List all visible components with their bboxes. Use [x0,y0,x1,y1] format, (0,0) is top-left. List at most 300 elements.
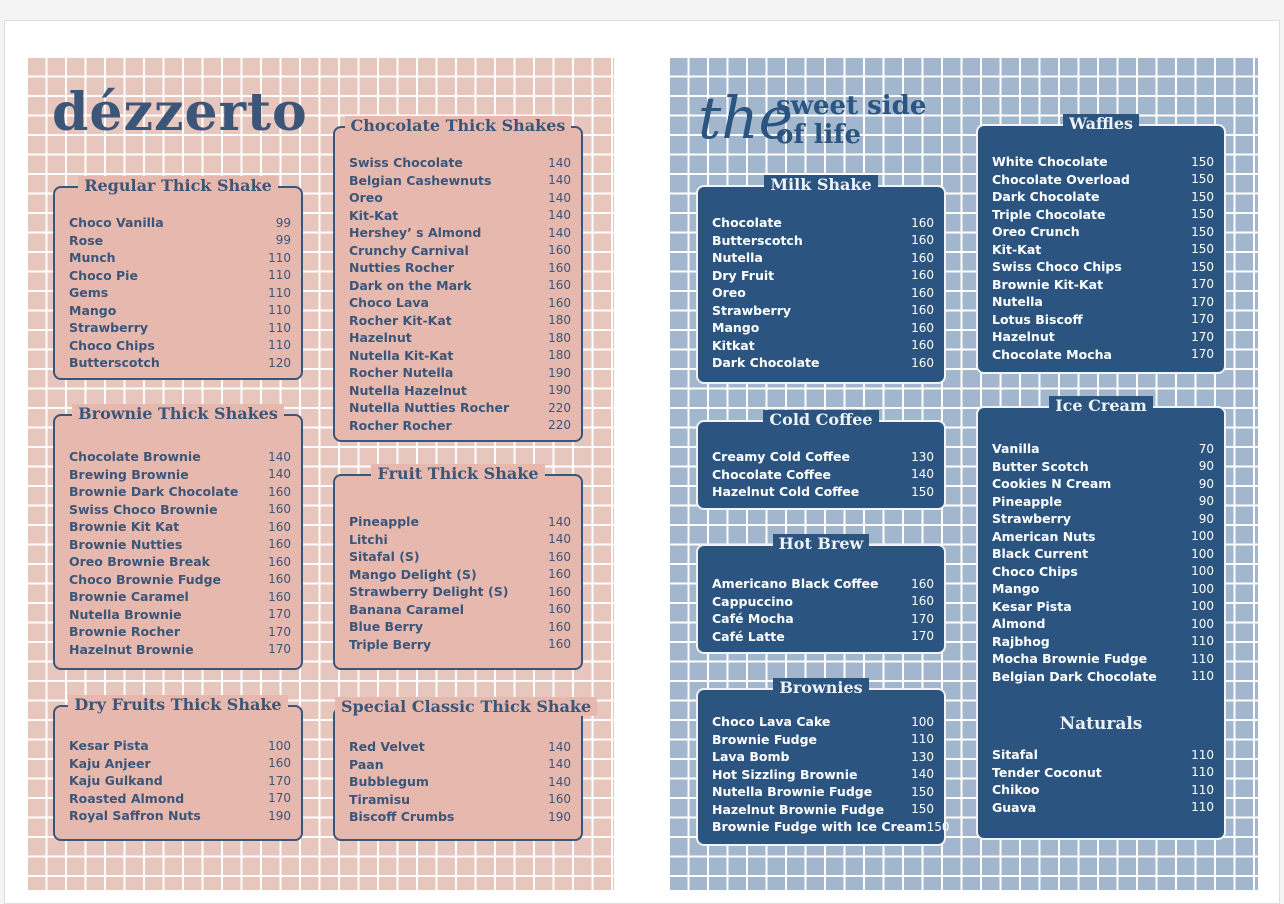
menu-item-price: 150 [1191,224,1214,239]
menu-item-price: 110 [268,268,291,283]
menu-item [69,571,291,589]
menu-item-name: Rose [69,232,104,248]
menu-item [69,448,291,466]
menu-item-price: 160 [911,320,934,335]
section-title: Brownie Thick Shakes [72,404,284,423]
menu-item-name: Nutella Kit-Kat [349,347,454,363]
menu-item [349,172,571,190]
menu-item-price: 140 [548,173,571,188]
menu-item-name: Kaju Gulkand [69,773,163,789]
section-regular-thick-shake [53,176,303,380]
menu-item-price: 110 [1191,669,1214,684]
section-ice-cream [976,396,1226,840]
menu-item-name: Nutella [712,250,763,266]
menu-item-price: 160 [911,576,934,591]
menu-item [992,545,1214,563]
menu-item-price: 160 [911,285,934,300]
menu-item [992,188,1214,206]
menu-item-name: Hershey’ s Almond [349,225,482,241]
menu-item-price: 160 [548,584,571,599]
menu-item-price: 160 [548,567,571,582]
menu-item-name: Rocher Kit-Kat [349,312,452,328]
menu-item [992,650,1214,668]
menu-item-price: 110 [268,320,291,335]
menu-item [349,189,571,207]
menu-item-price: 160 [268,756,291,771]
menu-item-name: Nutella [992,294,1043,310]
menu-item-name: Vanilla [992,441,1040,457]
menu-item-name: Butterscotch [69,355,160,371]
menu-item [69,302,291,320]
menu-item [712,575,934,593]
menu-item-price: 160 [911,355,934,370]
menu-item [349,294,571,312]
menu-item-name: Chocolate [712,215,782,231]
section-title: Cold Coffee [763,410,878,429]
menu-item [712,249,934,267]
tagline-the: the [698,84,793,152]
menu-item-name: Pineapple [992,493,1062,509]
menu-item-price: 110 [911,732,934,747]
menu-item [712,801,934,819]
menu-item [992,223,1214,241]
menu-item-name: Mango [992,581,1040,597]
item-list [69,448,291,658]
menu-item [349,773,571,791]
menu-item-price: 160 [548,260,571,275]
menu-item-name: Brownie Rocher [69,624,181,640]
menu-item [992,799,1214,817]
menu-item [992,475,1214,493]
menu-item [712,766,934,784]
menu-item-price: 180 [548,313,571,328]
menu-item-price: 140 [548,774,571,789]
menu-item [992,764,1214,782]
menu-item-price: 170 [268,791,291,806]
menu-item [712,731,934,749]
section-title: Regular Thick Shake [78,176,278,195]
menu-item [712,818,950,836]
menu-item [349,618,571,636]
menu-item-name: Kaju Anjeer [69,755,151,771]
menu-item-name: Brownie Kit-Kat [992,276,1104,292]
menu-item [349,154,571,172]
menu-item-price: 140 [548,190,571,205]
menu-item-price: 160 [911,338,934,353]
menu-item-price: 90 [1198,476,1214,491]
menu-item-name: Paan [349,756,384,772]
menu-item-name: Oreo Brownie Break [69,554,210,570]
menu-item-name: Nutella Hazelnut [349,382,467,398]
menu-item [992,668,1214,686]
menu-item-name: Brownie Fudge [712,731,818,747]
menu-item [712,337,934,355]
brand-logo-text: dézzerto [52,82,308,143]
menu-item-price: 160 [268,519,291,534]
menu-item [349,601,571,619]
item-list-naturals [992,746,1214,816]
menu-item-name: Belgian Dark Chocolate [992,668,1157,684]
menu-page-sweet-side [668,56,1258,890]
menu-item-name: American Nuts [992,528,1096,544]
menu-item-price: 100 [1191,599,1214,614]
menu-item [349,242,571,260]
menu-item-name: Litchi [349,531,388,547]
menu-item-name: Rajbhog [992,633,1050,649]
section-title: Fruit Thick Shake [371,464,544,483]
menu-item [349,364,571,382]
menu-item [712,448,934,466]
menu-item [69,267,291,285]
menu-item-name: White Chocolate [992,154,1108,170]
menu-item-price: 140 [911,767,934,782]
menu-item [349,636,571,654]
section-title: Hot Brew [773,534,870,553]
menu-item-name: Swiss Chocolate [349,155,463,171]
menu-item-name: Gems [69,285,109,301]
menu-item-name: Brownie Fudge with Ice Cream [712,819,927,835]
menu-item-name: Hazelnut Brownie Fudge [712,801,885,817]
menu-item-price: 110 [268,338,291,353]
menu-item-price: 160 [268,537,291,552]
menu-item [69,623,291,641]
menu-item [992,528,1214,546]
menu-item-name: Royal Saffron Nuts [69,808,201,824]
menu-item-price: 90 [1198,511,1214,526]
menu-item-name: Crunchy Carnival [349,242,469,258]
menu-item-price: 110 [1191,800,1214,815]
section-title: Chocolate Thick Shakes [345,116,572,135]
item-list [349,513,571,653]
menu-item [349,513,571,531]
menu-item-price: 160 [548,792,571,807]
menu-item-price: 190 [548,383,571,398]
menu-item [69,501,291,519]
menu-item-price: 170 [911,611,934,626]
menu-item [712,713,934,731]
menu-item-name: Sitafal [992,747,1038,763]
menu-item-name: Strawberry [69,320,149,336]
menu-item [349,808,571,826]
menu-item-price: 99 [275,215,291,230]
menu-item-name: Strawberry [712,302,792,318]
item-list [712,448,934,501]
menu-item-name: Brownie Nutties [69,536,183,552]
menu-item-name: Rocher Nutella [349,365,454,381]
menu-item-name: Café Latte [712,628,785,644]
menu-item-price: 70 [1198,441,1214,456]
section-title: Waffles [1063,114,1139,133]
menu-item-price: 100 [1191,581,1214,596]
menu-item-name: Dark Chocolate [992,189,1100,205]
menu-item-name: Sitafal (S) [349,549,420,565]
menu-item-name: Roasted Almond [69,790,185,806]
section-title: Brownies [773,678,868,697]
menu-item-name: Tender Coconut [992,764,1102,780]
menu-item-price: 170 [911,629,934,644]
menu-item-name: Butter Scotch [992,458,1089,474]
section-title: Dry Fruits Thick Shake [68,695,287,714]
menu-item-name: Hot Sizzling Brownie [712,766,858,782]
section-brownies [696,678,950,846]
menu-item [349,756,571,774]
menu-item-name: Chikoo [992,782,1040,798]
menu-item-name: Kit-Kat [349,207,399,223]
menu-item-price: 150 [911,484,934,499]
menu-item-name: Banana Caramel [349,601,464,617]
menu-item-name: Strawberry [992,511,1072,527]
section-cold-coffee [696,410,946,510]
menu-item-price: 170 [1191,329,1214,344]
section-hot-brew [696,534,946,654]
menu-item [712,354,934,372]
menu-item-price: 160 [911,215,934,230]
menu-item-price: 100 [1191,616,1214,631]
menu-item [69,772,291,790]
menu-item [349,399,571,417]
menu-item [69,553,291,571]
menu-item-name: Choco Lava Cake [712,714,831,730]
menu-item [992,633,1214,651]
menu-item [992,563,1214,581]
menu-item [992,293,1214,311]
menu-item-price: 140 [548,514,571,529]
section-waffles [976,114,1226,374]
item-list [349,738,571,826]
menu-item [712,214,934,232]
menu-item [992,598,1214,616]
menu-item-price: 140 [268,467,291,482]
menu-item-name: Munch [69,250,116,266]
item-list [69,737,291,825]
item-list [69,214,291,372]
menu-item-price: 110 [268,250,291,265]
menu-item-price: 99 [275,233,291,248]
menu-item-price: 170 [1191,312,1214,327]
menu-item [349,531,571,549]
menu-item [992,781,1214,799]
menu-item-name: Choco Chips [69,337,155,353]
menu-item [712,232,934,250]
menu-item [349,738,571,756]
menu-item [349,382,571,400]
menu-item-price: 110 [1191,651,1214,666]
menu-item-name: Rocher Rocher [349,417,452,433]
menu-item-price: 180 [548,348,571,363]
menu-item [992,258,1214,276]
item-list [712,575,934,645]
menu-item-price: 100 [1191,546,1214,561]
menu-item-name: Nutella Brownie Fudge [712,784,873,800]
menu-item-name: Black Current [992,546,1089,562]
menu-item-name: Almond [992,616,1046,632]
menu-item-name: Mocha Brownie Fudge [992,651,1148,667]
menu-item [69,249,291,267]
menu-item-price: 100 [1191,529,1214,544]
menu-item-price: 150 [911,784,934,799]
menu-item-price: 90 [1198,494,1214,509]
menu-item-price: 160 [911,250,934,265]
menu-item-price: 140 [548,208,571,223]
menu-item-name: Creamy Cold Coffee [712,449,850,465]
menu-item [349,224,571,242]
menu-item-price: 160 [268,502,291,517]
menu-item-name: Red Velvet [349,739,425,755]
menu-item [712,483,934,501]
menu-item [349,791,571,809]
item-list [992,153,1214,363]
menu-item-name: Kitkat [712,337,755,353]
menu-item-name: Nutella Nutties Rocher [349,400,510,416]
menu-item-name: Butterscotch [712,232,803,248]
menu-item-price: 180 [548,330,571,345]
menu-item-name: Cappuccino [712,593,793,609]
menu-item [712,610,934,628]
menu-item-name: Chocolate Mocha [992,346,1112,362]
menu-item-name: Guava [992,799,1037,815]
menu-item-name: Oreo [712,285,746,301]
menu-item-name: Belgian Cashewnuts [349,172,492,188]
menu-item-name: Hazelnut [349,330,412,346]
menu-item-price: 190 [548,365,571,380]
menu-item [69,737,291,755]
section-brownie-thick-shakes [53,404,303,670]
menu-page-dezzerto [26,56,614,890]
menu-item [992,346,1214,364]
menu-item-name: Choco Brownie Fudge [69,571,222,587]
menu-item-name: Choco Lava [349,295,429,311]
menu-item-name: Strawberry Delight (S) [349,584,509,600]
menu-item-price: 100 [1191,564,1214,579]
item-list [712,713,950,836]
menu-item-price: 100 [268,738,291,753]
menu-item-price: 160 [268,589,291,604]
menu-item-price: 150 [1191,172,1214,187]
menu-item-price: 110 [1191,747,1214,762]
menu-item-price: 150 [1191,207,1214,222]
menu-item-price: 100 [911,714,934,729]
section-title: Special Classic Thick Shake [335,697,597,716]
menu-item-name: Mango [712,320,760,336]
menu-item-name: Choco Pie [69,267,138,283]
menu-item-price: 150 [926,819,950,834]
menu-item-name: Pineapple [349,514,419,530]
item-list [712,214,934,372]
menu-item [992,206,1214,224]
menu-item-name: Lava Bomb [712,749,790,765]
tagline-line-2: of life [776,120,862,150]
section-fruit-thick-shake [333,464,583,670]
menu-item-price: 120 [268,355,291,370]
menu-item-price: 170 [268,642,291,657]
menu-item-name: Café Mocha [712,611,794,627]
menu-item-price: 90 [1198,459,1214,474]
menu-item [349,583,571,601]
menu-item [712,284,934,302]
menu-item-price: 150 [1191,242,1214,257]
menu-item-price: 170 [1191,277,1214,292]
menu-item-name: Swiss Choco Brownie [69,501,218,517]
menu-item [349,329,571,347]
menu-item [69,284,291,302]
menu-item [992,746,1214,764]
menu-item [712,319,934,337]
menu-item [992,276,1214,294]
menu-item-name: Dark Chocolate [712,355,820,371]
section-title-naturals: Naturals [1059,714,1143,734]
menu-item-price: 160 [268,554,291,569]
menu-item [349,566,571,584]
menu-item [69,354,291,372]
menu-item-price: 170 [1191,294,1214,309]
menu-item-price: 140 [911,467,934,482]
menu-item [712,748,934,766]
menu-item-price: 220 [548,400,571,415]
menu-item-price: 140 [268,449,291,464]
menu-item-price: 160 [268,572,291,587]
menu-item [69,232,291,250]
menu-item [349,207,571,225]
menu-item [712,267,934,285]
menu-item-name: Oreo Crunch [992,224,1080,240]
menu-item [992,328,1214,346]
menu-item-name: Chocolate Brownie [69,449,201,465]
section-milk-shake [696,175,946,384]
menu-item-price: 110 [1191,634,1214,649]
menu-item-name: Tiramisu [349,791,411,807]
menu-item-price: 160 [911,233,934,248]
menu-item-price: 190 [548,809,571,824]
menu-item [69,214,291,232]
menu-item-name: Triple Berry [349,636,432,652]
menu-item [349,347,571,365]
menu-item-name: Kesar Pista [69,738,149,754]
menu-item-price: 150 [1191,154,1214,169]
menu-item-name: Blue Berry [349,619,424,635]
menu-item [992,580,1214,598]
menu-item-price: 170 [268,607,291,622]
menu-item [712,302,934,320]
menu-item [69,790,291,808]
menu-item-price: 160 [268,484,291,499]
menu-item-price: 140 [548,532,571,547]
menu-item-name: Kesar Pista [992,598,1072,614]
menu-item-name: Triple Chocolate [992,206,1106,222]
menu-item-price: 160 [911,594,934,609]
menu-item-name: Brownie Caramel [69,589,189,605]
menu-item-price: 160 [911,303,934,318]
menu-item [992,615,1214,633]
menu-item-name: Mango [69,302,117,318]
item-list [992,440,1214,685]
menu-item [349,417,571,435]
menu-item-price: 160 [911,268,934,283]
section-title: Milk Shake [764,175,877,194]
tagline-text [776,92,926,150]
menu-item [712,628,934,646]
menu-item-name: Chocolate Overload [992,171,1130,187]
tagline-line-1: sweet side [776,91,927,121]
menu-item-name: Chocolate Coffee [712,466,832,482]
menu-item-name: Hazelnut [992,329,1055,345]
menu-item-name: Hazelnut Cold Coffee [712,484,860,500]
menu-item [712,466,934,484]
menu-item-price: 140 [548,739,571,754]
menu-item [69,641,291,659]
menu-item-price: 150 [911,802,934,817]
item-list [349,154,571,434]
menu-item-price: 110 [1191,765,1214,780]
